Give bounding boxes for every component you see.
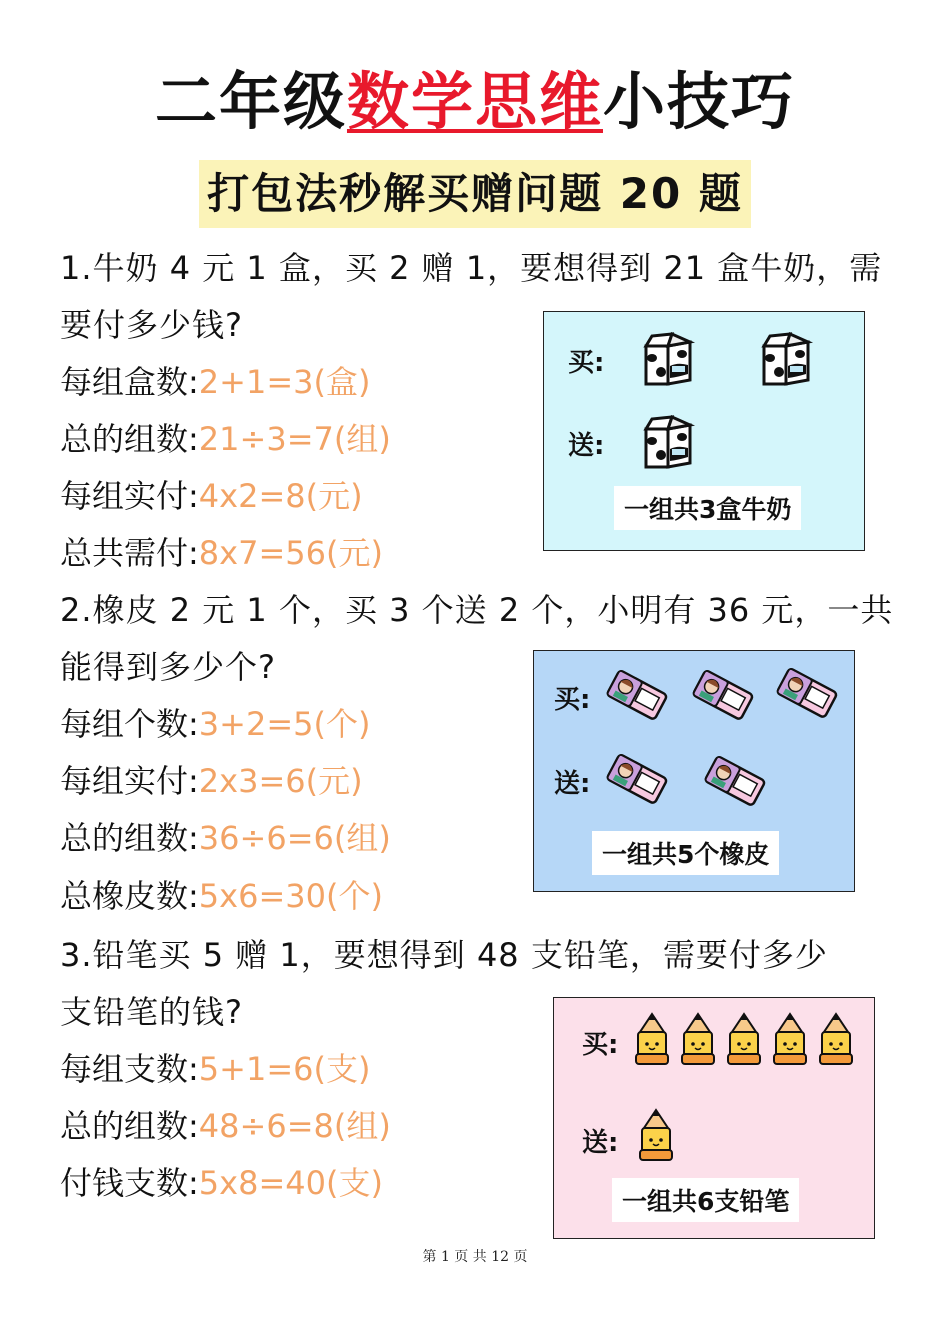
step-answer: 5x6=30(个) — [198, 877, 383, 915]
problem-1-step-1 — [60, 362, 370, 402]
eraser-icon — [604, 669, 670, 721]
step-label: 每组盒数: — [60, 363, 199, 401]
step-label: 每组支数: — [60, 1050, 199, 1088]
step-label: 总的组数: — [60, 1107, 199, 1145]
milk-carton-icon — [638, 415, 698, 471]
problem-3-question-line2: 支铅笔的钱? — [60, 993, 243, 1031]
give-label: 送: — [554, 769, 591, 799]
problem-1-question-line1: 1.牛奶 4 元 1 盒，买 2 赠 1，要想得到 21 盒牛奶，需 — [60, 249, 883, 287]
eraser-icon — [690, 669, 756, 721]
pencil-icon — [816, 1012, 856, 1068]
problem-3-question-line1: 3.铅笔买 5 赠 1，要想得到 48 支铅笔，需要付多少 — [60, 936, 828, 974]
milk-carton-icon — [756, 332, 816, 388]
problem-3-step-3 — [60, 1163, 383, 1203]
problem-2-question-line2: 能得到多少个? — [60, 648, 276, 686]
problem-2-step-1 — [60, 704, 370, 744]
step-label: 总的组数: — [60, 819, 199, 857]
problem-2-question-line1: 2.橡皮 2 元 1 个，买 3 个送 2 个，小明有 36 元，一共 — [60, 591, 894, 629]
title-prefix: 二年级 — [154, 65, 347, 138]
title-suffix: 小技巧 — [603, 65, 796, 138]
pencil-icon — [678, 1012, 718, 1068]
problem-1-step-2 — [60, 419, 391, 459]
pencil-icon — [636, 1108, 676, 1164]
step-label: 总的组数: — [60, 420, 199, 458]
pencil-icon — [632, 1012, 672, 1068]
give-label: 送: — [582, 1128, 619, 1158]
step-answer: 5+1=6(支) — [198, 1050, 371, 1088]
step-label: 每组个数: — [60, 705, 199, 743]
problem-2-step-4 — [60, 876, 383, 916]
step-answer: 48÷6=8(组) — [198, 1107, 391, 1145]
title-highlight: 数学思维 — [346, 65, 603, 138]
problem-1-question-line2: 要付多少钱? — [60, 306, 243, 344]
step-answer: 21÷3=7(组) — [198, 420, 391, 458]
step-label: 总橡皮数: — [60, 877, 199, 915]
subtitle: 打包法秒解买赠问题 20 题 — [199, 160, 751, 228]
problem-1-step-4 — [60, 533, 383, 573]
step-answer: 8x7=56(元) — [198, 534, 383, 572]
eraser-icon — [604, 753, 670, 805]
page-footer: 第 1 页 共 12 页 — [422, 1249, 528, 1265]
step-answer: 36÷6=6(组) — [198, 819, 391, 857]
pencil-icon — [770, 1012, 810, 1068]
buy-label: 买: — [554, 685, 591, 715]
problem-2-step-2 — [60, 761, 363, 801]
give-label: 送: — [568, 431, 605, 461]
problem-2-illustration — [533, 650, 855, 892]
buy-label: 买: — [568, 348, 605, 378]
illustration-banner: 一组共3盒牛奶 — [614, 486, 801, 530]
step-answer: 2x3=6(元) — [198, 762, 363, 800]
step-answer: 3+2=5(个) — [198, 705, 371, 743]
step-answer: 4x2=8(元) — [198, 477, 363, 515]
problem-1-illustration — [543, 311, 865, 551]
subtitle-row — [0, 160, 950, 228]
step-answer: 2+1=3(盒) — [198, 363, 371, 401]
eraser-icon — [702, 755, 768, 807]
step-label: 付钱支数: — [60, 1164, 199, 1202]
step-label: 总共需付: — [60, 534, 199, 572]
problem-3-illustration — [553, 997, 875, 1239]
buy-label: 买: — [582, 1030, 619, 1060]
illustration-banner: 一组共6支铅笔 — [612, 1178, 799, 1222]
step-label: 每组实付: — [60, 762, 199, 800]
eraser-icon — [774, 667, 840, 719]
problem-2-step-3 — [60, 818, 391, 858]
step-label: 每组实付: — [60, 477, 199, 515]
milk-carton-icon — [638, 332, 698, 388]
pencil-icon — [724, 1012, 764, 1068]
problem-1-step-3 — [60, 476, 363, 516]
step-answer: 5x8=40(支) — [198, 1164, 383, 1202]
page-title — [0, 62, 950, 142]
problem-3-step-2 — [60, 1106, 391, 1146]
problem-3-step-1 — [60, 1049, 370, 1089]
illustration-banner: 一组共5个橡皮 — [592, 831, 779, 875]
